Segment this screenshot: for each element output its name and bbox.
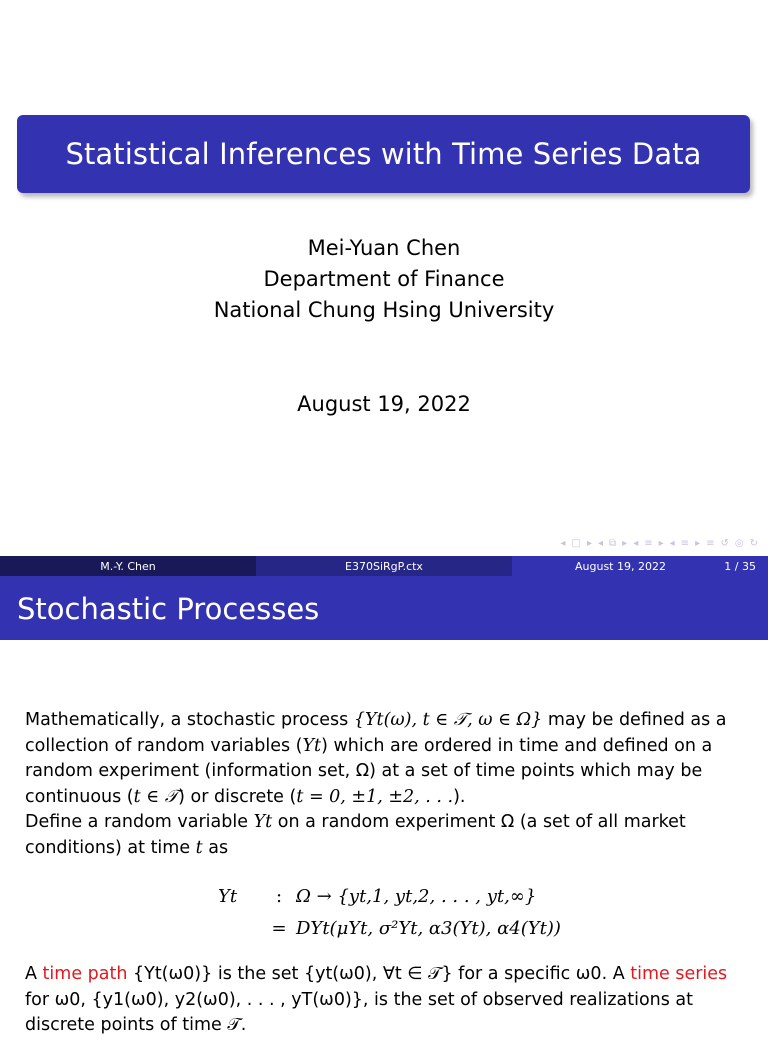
content-slide (0, 576, 768, 1035)
equation-colon: : (275, 886, 283, 907)
nav-document-icon[interactable]: ≡ (680, 538, 690, 549)
math-discrete-time: t = 0, ±1, ±2, . . . (296, 786, 454, 807)
author-block (0, 233, 768, 326)
math-random-variable: Yt (302, 735, 322, 756)
presentation-title: Statistical Inferences with Time Series Data (65, 137, 702, 171)
author-university: National Chung Hsing University (213, 298, 555, 322)
text-segment: on a random experiment Ω (a set of all market conditions) at time (25, 812, 686, 858)
equation-line-2 (218, 918, 561, 939)
footer-page-number: 1 / 35 (724, 559, 756, 573)
text-segment: as (202, 837, 229, 858)
nav-search-icon[interactable]: ◎ (734, 538, 744, 549)
nav-section-icon[interactable]: ≡ (644, 538, 653, 549)
frame-title: Stochastic Processes (17, 592, 320, 626)
nav-next-subsection-icon[interactable]: ▸ (622, 538, 628, 549)
alert-term-time-series: time series (630, 964, 728, 984)
presentation-title-box (17, 115, 750, 193)
nav-next-frame-icon[interactable]: ▸ (586, 538, 592, 549)
math-time-symbol: t (195, 837, 203, 858)
footer-file (256, 556, 512, 576)
nav-back-icon[interactable]: ↺ (720, 538, 729, 549)
text-segment: ). (453, 786, 466, 807)
equation-lhs: Yt (218, 886, 238, 907)
time-path-paragraph (25, 962, 750, 1039)
footer-file-text: E370SiRgP.ctx (345, 559, 423, 573)
text-segment: Define a random variable (25, 812, 254, 832)
text-segment: for ω0, {y1(ω0), y2(ω0), . . . , yT(ω0)}, is the set of observed realizations at discrete points of time 𝒯. (25, 989, 694, 1035)
text-segment: ) or discrete ( (178, 786, 297, 807)
nav-frame-icon[interactable]: □ (571, 538, 581, 549)
nav-prev-subsection-icon[interactable]: ◂ (597, 538, 604, 549)
alert-term-time-path: time path (42, 964, 128, 984)
equation-mapping: Ω → {yt,1, yt,2, . . . , yt,∞} (296, 886, 537, 907)
text-segment: A (25, 964, 43, 984)
slide-footer (0, 556, 768, 576)
footer-date-page (512, 556, 768, 576)
text-segment: {Yt(ω0)} is the set {yt(ω0), ∀t ∈ 𝒯} for a specific ω0. A (127, 964, 631, 984)
author-name: Mei-Yuan Chen (307, 236, 461, 260)
equation-line-1 (218, 886, 536, 907)
footer-author-text: M.-Y. Chen (100, 559, 156, 573)
equation-distribution: DYt(μYt, σ²Yt, α3(Yt), α4(Yt)) (296, 918, 561, 939)
footer-author (0, 556, 256, 576)
nav-subsection-icon[interactable]: ⧉ (609, 538, 617, 549)
footer-date-text: August 19, 2022 (575, 559, 666, 573)
beamer-navigation-bar (560, 537, 758, 551)
nav-prev-document-icon[interactable]: ◂ (669, 538, 675, 549)
text-segment: Mathematically, a stochastic process (25, 710, 354, 730)
nav-next-section-icon[interactable]: ▸ (658, 538, 664, 549)
frame-title-bar (0, 576, 768, 640)
equation-equals: = (271, 918, 287, 939)
nav-prev-section-icon[interactable]: ◂ (633, 538, 639, 549)
nav-toc-icon[interactable]: ≡ (706, 538, 715, 549)
text-segment: may be defined as a collection of random variables ( (25, 710, 727, 756)
definition-paragraph (25, 708, 750, 861)
math-continuous-time: t ∈ 𝒯 (133, 786, 179, 807)
math-stochastic-process-set: {Yt(ω), t ∈ 𝒯, ω ∈ Ω} (353, 710, 543, 730)
math-random-variable: Yt (253, 812, 273, 832)
text-segment: ) which are ordered in time and defined on a random experiment (information set, Ω) at a set of time points which may be continuous ( (25, 735, 713, 807)
nav-prev-frame-icon[interactable]: ◂ (560, 538, 566, 549)
presentation-date: August 19, 2022 (297, 392, 471, 416)
nav-forward-icon[interactable]: ↻ (749, 538, 758, 549)
nav-next-document-icon[interactable]: ▸ (695, 538, 701, 549)
author-department: Department of Finance (263, 267, 505, 291)
